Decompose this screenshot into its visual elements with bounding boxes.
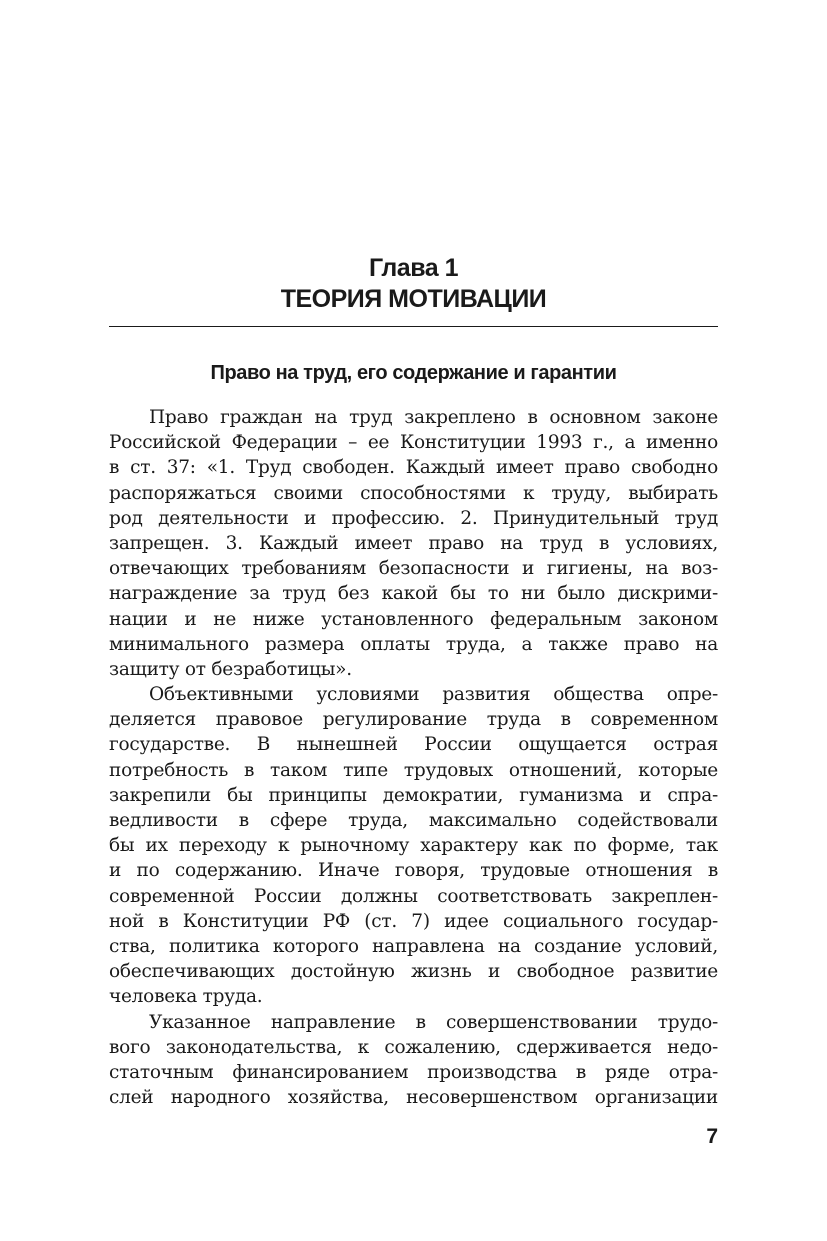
paragraph-3 <box>109 1010 718 1111</box>
text-line: распоряжаться своими способностями к труду, выбирать <box>109 482 718 504</box>
text-line: современной России должны соответствовать закреплен- <box>109 885 718 907</box>
text-line: статочным финансированием производства в ряде отра- <box>109 1061 718 1083</box>
text-line: Право граждан на труд закреплено в основном законе <box>149 407 718 428</box>
text-line: закрепили бы принципы демократии, гуманизма и спра- <box>109 784 718 806</box>
text-line: потребность в таком типе трудовых отношений, которые <box>109 759 718 781</box>
paragraph-2 <box>109 682 718 1009</box>
text-line: деляется правовое регулирование труда в современном <box>109 709 718 731</box>
text-line: отвечающих требованиям безопасности и гигиены, на воз- <box>109 558 718 580</box>
text-line: слей народного хозяйства, несовершенством организации <box>109 1087 718 1109</box>
chapter-label: Глава 1 <box>368 254 458 282</box>
page-number: 7 <box>706 1125 718 1148</box>
text-line: ведливости в сфере труда, максимально содействовали <box>109 810 718 831</box>
text-line: Российской Федерации – ее Конституции 1993 г., а именно <box>109 432 718 454</box>
text-line: награждение за труд без какой бы то ни было дискрими- <box>109 583 718 605</box>
text-line: и по содержанию. Иначе говоря, трудовые отношения в <box>109 860 718 882</box>
text-line: человека труда. <box>109 986 263 1008</box>
text-line: минимального размера оплаты труда, а также право на <box>109 633 718 655</box>
text-line: Объективными условиями развития общества опре- <box>149 684 718 706</box>
text-line: вого законодательства, к сожалению, сдерживается недо- <box>109 1036 718 1058</box>
text-line: Указанное направление в совершенствовании трудо- <box>149 1011 718 1033</box>
paragraph-1 <box>109 405 718 682</box>
text-line: бы их переходу к рыночному характеру как по форме, так <box>109 835 718 857</box>
text-line: род деятельности и профессию. 2. Принудительный труд <box>109 507 718 529</box>
text-line: в ст. 37: «1. Труд свободен. Каждый имеет право свободно <box>109 457 718 479</box>
text-line: защиту от безработицы». <box>109 658 352 680</box>
text-line: государстве. В нынешней России ощущается острая <box>109 734 718 756</box>
body-text <box>109 405 718 1110</box>
text-line: запрещен. 3. Каждый имеет право на труд в условиях, <box>109 532 718 554</box>
chapter-divider <box>109 326 718 327</box>
text-line: обеспечивающих достойную жизнь и свободное развитие <box>109 961 718 983</box>
text-line: нации и не ниже установленного федеральным законом <box>109 608 718 630</box>
text-line: ства, политика которого направлена на создание условий, <box>109 935 718 957</box>
chapter-title: ТЕОРИЯ МОТИВАЦИИ <box>280 285 547 313</box>
text-line: ной в Конституции РФ (ст. 7) идее социального государ- <box>109 910 718 932</box>
section-title: Право на труд, его содержание и гарантии <box>210 362 617 384</box>
